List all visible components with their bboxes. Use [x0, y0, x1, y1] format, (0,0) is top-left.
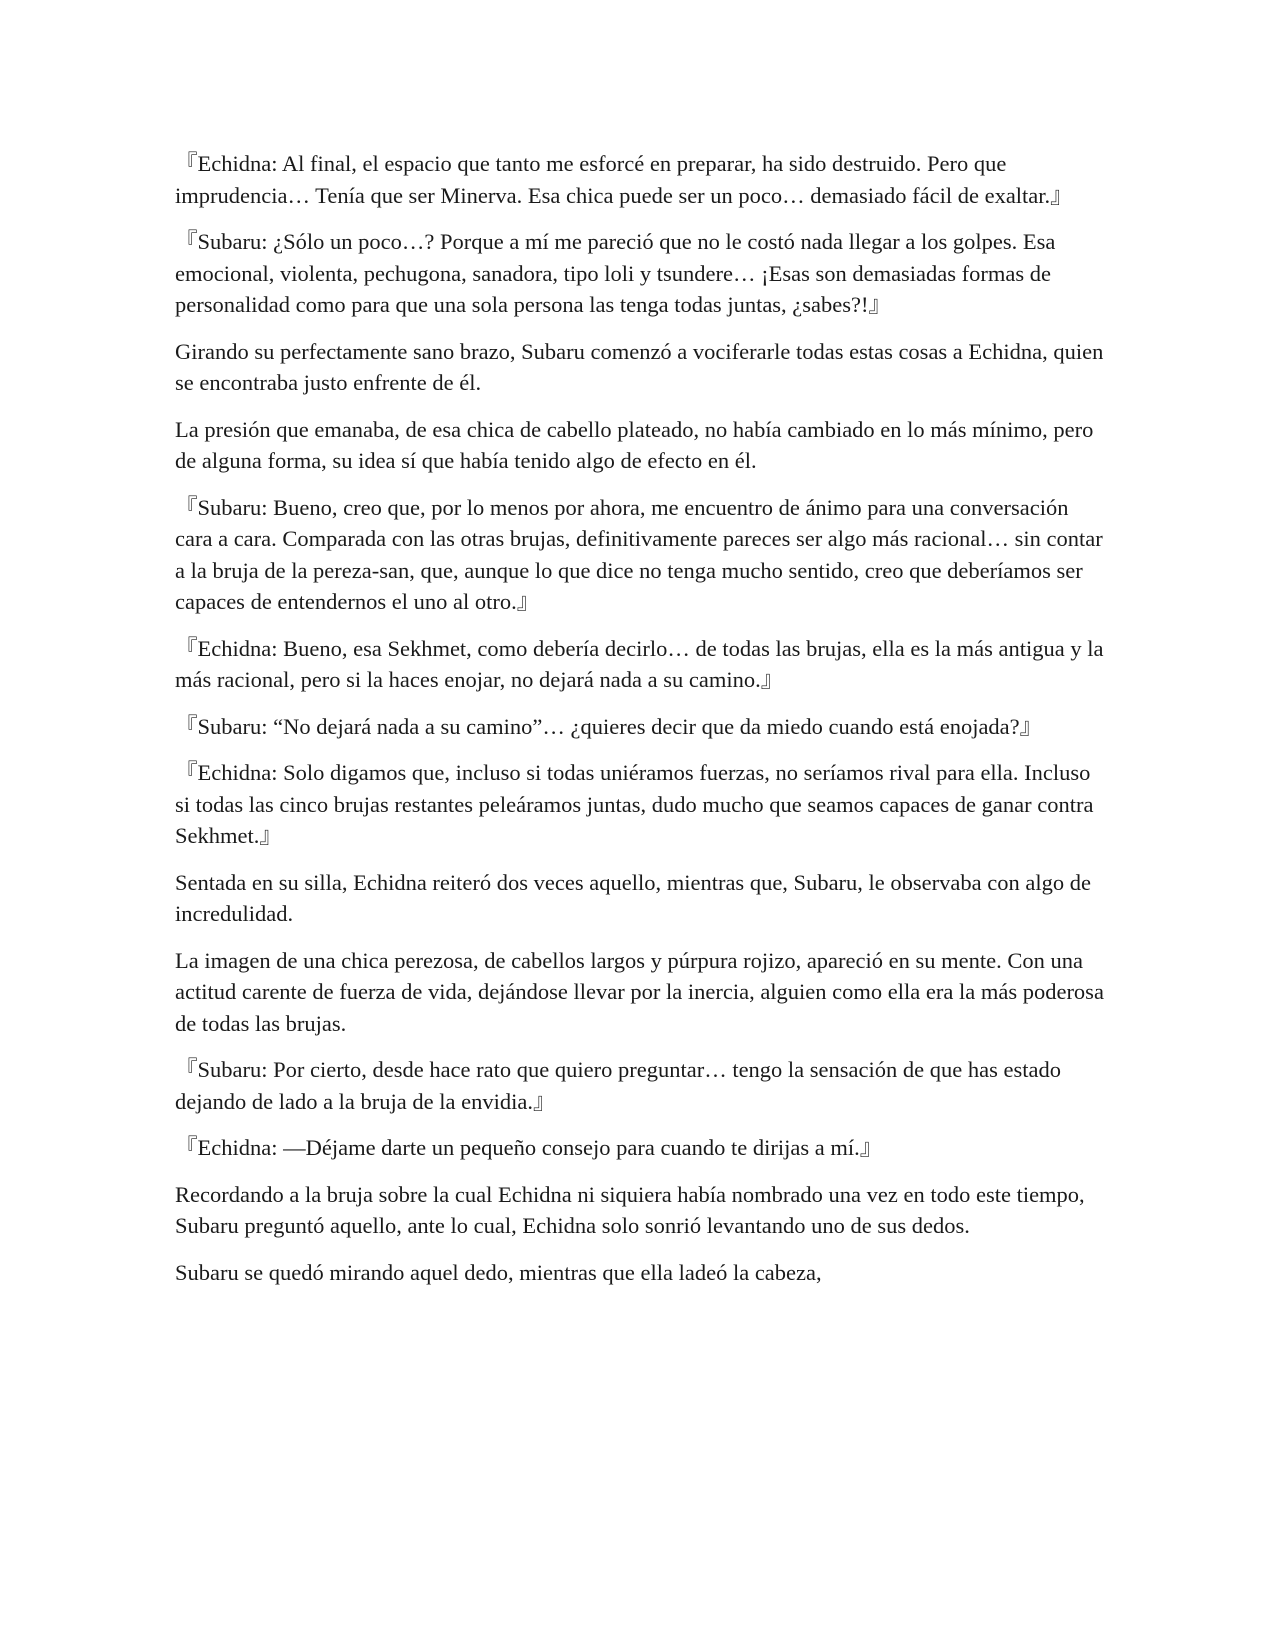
document-page [175, 148, 1110, 1303]
paragraph: La presión que emanaba, de esa chica de cabello plateado, no había cambiado en lo más mínimo, pero de alguna forma, su idea sí que había tenido algo de efecto en él. [175, 416, 1100, 473]
paragraph: 『Subaru: Bueno, creo que, por lo menos por ahora, me encuentro de ánimo para una conversación cara a cara. Comparada con las otras brujas, definitivamente pareces ser algo más racional… sin contar a la bruja de la pereza-san, que, aunque lo que dice no tenga mucho sentido, creo que deberíamos ser capaces de entendernos el uno al otro.』 [175, 494, 1109, 614]
paragraph: 『Echidna: Solo digamos que, incluso si todas uniéramos fuerzas, no seríamos rival para ella. Incluso si todas las cinco brujas restantes peleáramos juntas, dudo mucho que seamos capaces de ganar contra Sekhmet.』 [175, 760, 1100, 848]
paragraph: 『Subaru: Por cierto, desde hace rato que quiero preguntar… tengo la sensación de que has estado dejando de lado a la bruja de la envidia.』 [175, 1057, 1067, 1114]
paragraph: La imagen de una chica perezosa, de cabellos largos y púrpura rojizo, apareció en su mente. Con una actitud carente de fuerza de vida, dejándose llevar por la inercia, alguien como ella era la más poderosa de todas las brujas. [175, 947, 1110, 1036]
paragraph: 『Echidna: —Déjame darte un pequeño consejo para cuando te dirijas a mí.』 [175, 1135, 883, 1160]
paragraph: 『Subaru: ¿Sólo un poco…? Porque a mí me pareció que no le costó nada llegar a los golpes. Esa emocional, violenta, pechugona, sanadora, tipo loli y tsundere… ¡Esas son demasiadas formas de personalidad como para que una sola persona las tenga todas juntas, ¿sabes?!』 [175, 229, 1062, 317]
paragraph: 『Subaru: “No dejará nada a su camino”… ¿quieres decir que da miedo cuando está enojada?』 [175, 713, 1043, 739]
paragraph: Sentada en su silla, Echidna reiteró dos veces aquello, mientras que, Subaru, le observaba con algo de incredulidad. [175, 869, 1097, 926]
paragraph: Girando su perfectamente sano brazo, Subaru comenzó a vociferarle todas estas cosas a Echidna, quien se encontraba justo enfrente de él. [175, 338, 1110, 395]
paragraph: 『Echidna: Bueno, esa Sekhmet, como debería decirlo… de todas las brujas, ella es la más antigua y la más racional, pero si la haces enojar, no dejará nada a su camino.』 [175, 635, 1110, 692]
paragraph: Subaru se quedó mirando aquel dedo, mientras que ella ladeó la cabeza, [175, 1259, 822, 1285]
paragraph: Recordando a la bruja sobre la cual Echidna ni siquiera había nombrado una vez en todo este tiempo, Subaru preguntó aquello, ante lo cual, Echidna solo sonrió levantando uno de sus dedos. [175, 1181, 1091, 1238]
paragraph: 『Echidna: Al final, el espacio que tanto me esforcé en preparar, ha sido destruido. Pero que imprudencia… Tenía que ser Minerva. Esa chica puede ser un poco… demasiado fácil de exaltar.』 [175, 151, 1073, 208]
